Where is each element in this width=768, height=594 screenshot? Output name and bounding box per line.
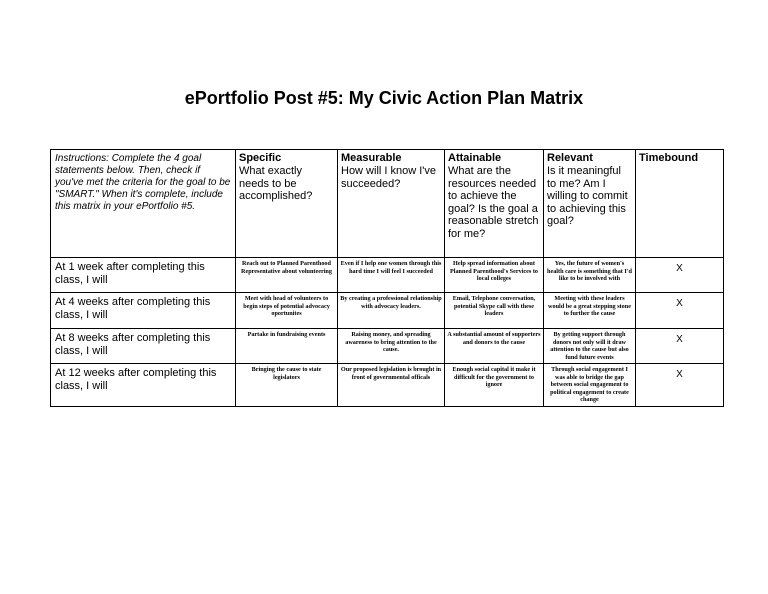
column-subtitle: What exactly needs to be accomplished? [239,165,313,202]
row-label: At 4 weeks after completing this class, I will [51,293,236,329]
measurable-cell: Our proposed legislation is brought in front of governmental officals [338,364,445,407]
header-attainable [445,150,544,258]
measurable-cell: By creating a professional relationship with advocacy leaders. [338,293,445,329]
instructions-cell: Instructions: Complete the 4 goal statements below. Then, check if you've met the criteria for the goal to be "SMART." When it's complete, include this matrix in your ePortfolio #5. [51,150,236,258]
relevant-cell: By getting support through donors not only will it draw attention to the cause but also fund future events [544,329,636,364]
timebound-check: X [636,364,724,407]
row-label: At 1 week after completing this class, I will [51,258,236,293]
table-row [51,258,724,293]
timebound-check: X [636,258,724,293]
row-label: At 12 weeks after completing this class, I will [51,364,236,407]
measurable-cell: Raising money, and spreading awareness to bring attention to the cause. [338,329,445,364]
specific-cell: Reach out to Planned Parenthood Representative about volunteering [236,258,338,293]
column-title: Relevant [547,152,593,164]
column-title: Measurable [341,152,402,164]
column-title: Attainable [448,152,502,164]
specific-cell: Bringing the cause to state legislators [236,364,338,407]
relevant-cell: Through social engagement I was able to bridge the gap between social engagement to political engagement to create change [544,364,636,407]
column-title: Timebound [639,152,699,164]
relevant-cell: Yes, the future of women's health care is something that I'd like to be involved with [544,258,636,293]
attainable-cell: Email, Telephone conversation, potential Skype call with these leaders [445,293,544,329]
timebound-check: X [636,293,724,329]
row-label: At 8 weeks after completing this class, I will [51,329,236,364]
specific-cell: Partake in fundraising events [236,329,338,364]
column-title: Specific [239,152,282,164]
header-timebound [636,150,724,258]
column-subtitle: How will I know I've succeeded? [341,165,437,190]
table-row [51,364,724,407]
column-subtitle: What are the resources needed to achieve the goal? Is the goal a reasonable stretch for me? [448,165,539,240]
civic-action-plan-matrix [50,149,724,407]
measurable-cell: Even if I help one women through this hard time I will feel I succeeded [338,258,445,293]
attainable-cell: Enough social capital it make it difficult for the government to ignore [445,364,544,407]
table-row [51,329,724,364]
attainable-cell: A substantial amount of supporters and donors to the cause [445,329,544,364]
table-row [51,293,724,329]
relevant-cell: Meeting with these leaders would be a great stepping stone to further the cause [544,293,636,329]
header-relevant [544,150,636,258]
column-subtitle: Is it meaningful to me? Am I willing to commit to achieving this goal? [547,165,628,227]
document-title: ePortfolio Post #5: My Civic Action Plan Matrix [184,88,584,108]
attainable-cell: Help spread information about Planned Parenthood's Services to local colleges [445,258,544,293]
header-row [51,150,724,258]
specific-cell: Meet with head of volunteers to begin steps of potential advocacy oportunites [236,293,338,329]
header-specific [236,150,338,258]
header-measurable [338,150,445,258]
timebound-check: X [636,329,724,364]
